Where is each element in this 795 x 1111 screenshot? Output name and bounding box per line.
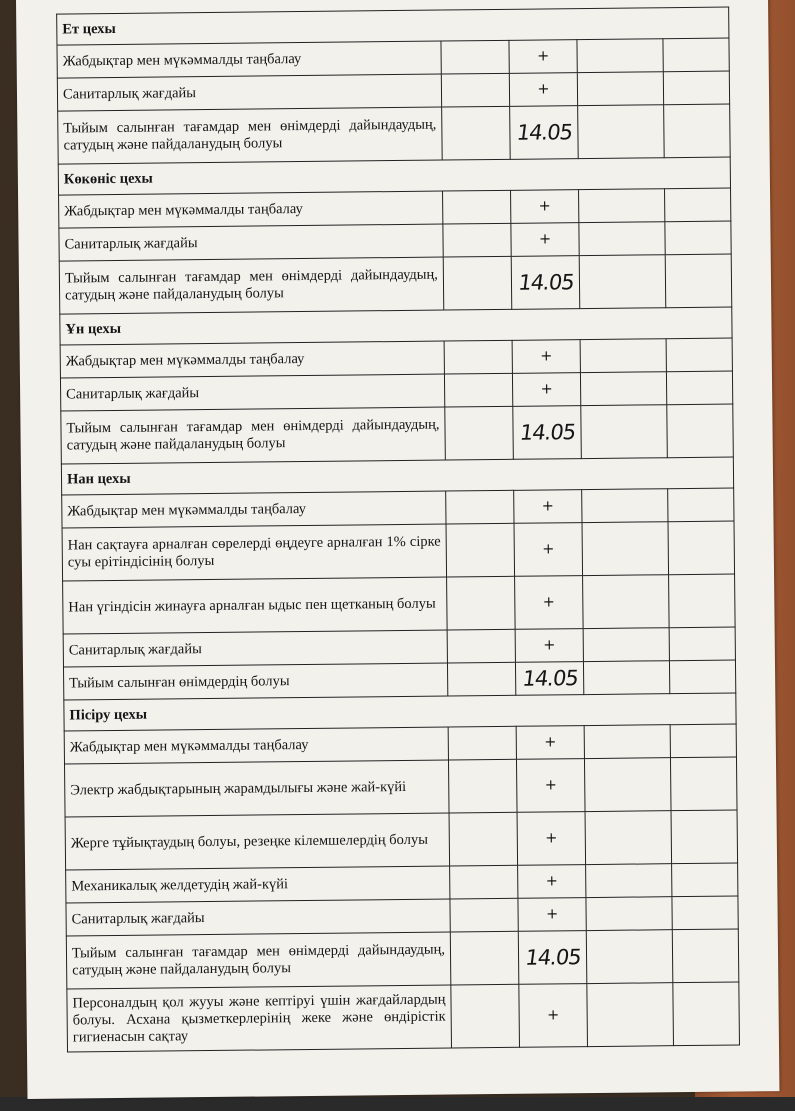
empty-cell <box>443 223 511 257</box>
handwritten-date-mark: 14.05 <box>508 256 583 310</box>
empty-cell <box>451 984 520 1048</box>
handwritten-date-mark: 14.05 <box>506 106 581 160</box>
empty-cell <box>441 40 509 74</box>
handwritten-plus-mark: + <box>519 984 588 1048</box>
criterion-text: Санитарлық жағдайы <box>60 374 444 411</box>
handwritten-plus-mark: + <box>509 73 577 107</box>
empty-cell <box>450 865 518 899</box>
empty-cell <box>579 255 666 309</box>
empty-cell <box>580 339 666 373</box>
checklist-row <box>65 810 738 870</box>
criterion-text: Жабдықтар мен мүкәммалды таңбалау <box>57 41 441 78</box>
empty-cell <box>583 628 669 662</box>
handwritten-plus-mark: + <box>511 223 579 257</box>
criterion-text: Жабдықтар мен мүкәммалды таңбалау <box>64 727 448 764</box>
empty-cell <box>586 930 673 984</box>
empty-cell <box>670 757 737 811</box>
checklist-row <box>65 757 738 817</box>
criterion-text: Тыйым салынған өнімдердің болуы <box>63 663 447 700</box>
criterion-text: Санитарлық жағдайы <box>63 630 447 667</box>
empty-cell <box>672 863 738 897</box>
criterion-text: Санитарлық жағдайы <box>59 224 443 261</box>
handwritten-date-mark: 14.05 <box>510 406 585 460</box>
empty-cell <box>580 372 666 406</box>
empty-cell <box>587 983 674 1047</box>
checklist-row <box>66 929 739 989</box>
empty-cell <box>577 72 663 106</box>
empty-cell <box>448 726 516 760</box>
handwritten-date-mark: 14.05 <box>515 931 590 985</box>
criterion-text: Нан үгіндісін жинауға арналған ыдыс пен щетканың болуы <box>63 577 448 634</box>
criterion-text: Санитарлық жағдайы <box>57 74 441 111</box>
criterion-text: Санитарлық жағдайы <box>66 899 450 936</box>
handwritten-plus-mark: + <box>511 190 579 224</box>
empty-cell <box>665 188 731 222</box>
handwritten-plus-mark: + <box>515 629 583 663</box>
criterion-text: Жабдықтар мен мүкәммалды таңбалау <box>59 191 443 228</box>
empty-cell <box>447 576 516 630</box>
empty-cell <box>583 661 669 695</box>
handwritten-plus-mark: + <box>515 576 584 630</box>
criterion-text: Тыйым салынған тағамдар мен өнімдерді дайындаудың, сатудың және пайдаланудың болуы <box>61 407 446 464</box>
handwritten-date-mark: 14.05 <box>513 662 585 696</box>
empty-cell <box>582 522 669 576</box>
criterion-text: Тыйым салынған тағамдар мен өнімдерді дайындаудың, сатудың және пайдаланудың болуы <box>66 932 451 989</box>
handwritten-plus-mark: + <box>514 490 582 524</box>
handwritten-plus-mark: + <box>516 759 585 813</box>
empty-cell <box>450 898 518 932</box>
checklist-row <box>58 104 731 164</box>
empty-cell <box>444 340 512 374</box>
handwritten-plus-mark: + <box>512 340 580 374</box>
empty-cell <box>447 662 515 696</box>
checklist-row <box>61 404 734 464</box>
inspection-checklist-page <box>16 0 779 1099</box>
empty-cell <box>664 104 731 158</box>
handwritten-plus-mark: + <box>512 373 580 407</box>
empty-cell <box>448 759 517 813</box>
empty-cell <box>444 373 512 407</box>
empty-cell <box>441 73 509 107</box>
empty-cell <box>443 190 511 224</box>
empty-cell <box>586 897 672 931</box>
checklist-row <box>63 574 736 634</box>
empty-cell <box>579 222 665 256</box>
criterion-text: Жерге тұйықтаудың болуы, резеңке кілемшелердің болуы <box>65 813 450 870</box>
empty-cell <box>673 982 740 1046</box>
empty-cell <box>442 106 511 160</box>
empty-cell <box>577 39 663 73</box>
checklist-row <box>67 982 740 1052</box>
empty-cell <box>665 221 731 255</box>
empty-cell <box>584 758 671 812</box>
checklist-row <box>59 254 732 314</box>
empty-cell <box>443 256 512 310</box>
section-title: Пісіру цехы <box>64 693 736 731</box>
empty-cell <box>672 929 739 983</box>
handwritten-plus-mark: + <box>517 812 586 866</box>
empty-cell <box>586 864 672 898</box>
criterion-text: Нан сақтауға арналған сөрелерді өңдеуге арналған 1% сірке суы ерітіндісінің болуы <box>62 524 447 581</box>
handwritten-plus-mark: + <box>509 40 577 74</box>
empty-cell <box>449 812 518 866</box>
section-title: Ұн цехы <box>60 307 732 345</box>
criterion-text: Жабдықтар мен мүкәммалды таңбалау <box>62 491 446 528</box>
empty-cell <box>670 724 736 758</box>
empty-cell <box>584 725 670 759</box>
empty-cell <box>579 189 665 223</box>
empty-cell <box>663 71 729 105</box>
empty-cell <box>583 575 670 629</box>
empty-cell <box>666 338 732 372</box>
empty-cell <box>671 810 738 864</box>
checklist-table <box>56 7 740 1053</box>
empty-cell <box>581 405 668 459</box>
section-title: Көкөніс цехы <box>58 157 730 195</box>
empty-cell <box>445 406 514 460</box>
empty-cell <box>669 660 735 694</box>
empty-cell <box>668 488 734 522</box>
empty-cell <box>446 523 515 577</box>
checklist-body <box>57 7 740 1052</box>
checklist-row <box>62 521 735 581</box>
section-title: Ет цехы <box>57 7 729 45</box>
section-title: Нан цехы <box>61 457 733 495</box>
empty-cell <box>447 629 515 663</box>
handwritten-plus-mark: + <box>518 898 586 932</box>
criterion-text: Жабдықтар мен мүкәммалды таңбалау <box>60 341 444 378</box>
empty-cell <box>450 931 519 985</box>
empty-cell <box>668 521 735 575</box>
handwritten-plus-mark: + <box>516 726 584 760</box>
empty-cell <box>669 574 736 628</box>
empty-cell <box>585 811 672 865</box>
criterion-text: Тыйым салынған тағамдар мен өнімдерді дайындаудың, сатудың және пайдаланудың болуы <box>58 107 443 164</box>
empty-cell <box>669 627 735 661</box>
handwritten-plus-mark: + <box>514 523 583 577</box>
empty-cell <box>666 371 732 405</box>
empty-cell <box>672 896 738 930</box>
empty-cell <box>663 38 729 72</box>
criterion-text: Тыйым салынған тағамдар мен өнімдерді дайындаудың, сатудың және пайдаланудың болуы <box>59 257 444 314</box>
criterion-text: Электр жабдықтарының жарамдылығы және жай-күйі <box>65 760 450 817</box>
empty-cell <box>582 489 668 523</box>
criterion-text: Персоналдың қол жууы және кептіруі үшін жағдайлардың болуы. Асхана қызметкерлерінің жеке және өндірістік гигиенасын сақтау <box>67 985 452 1052</box>
empty-cell <box>665 254 732 308</box>
empty-cell <box>667 404 734 458</box>
empty-cell <box>578 105 665 159</box>
dark-floor-strip <box>0 1097 795 1111</box>
criterion-text: Механикалық желдетудің жай-күйі <box>66 866 450 903</box>
handwritten-plus-mark: + <box>518 865 586 899</box>
empty-cell <box>446 490 514 524</box>
